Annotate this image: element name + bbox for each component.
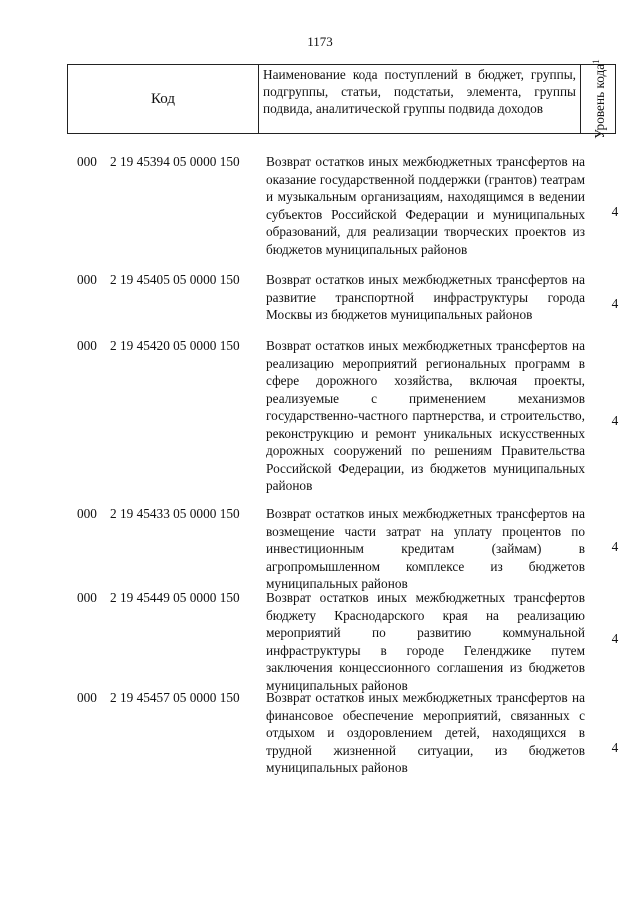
income-code: 2 19 45405 05 0000 150 [110,272,240,287]
table-row [0,505,640,589]
income-name: Возврат остатков иных межбюджетных трансфертов на реализацию мероприятий региональных программ в сфере дорожного хозяйства, включая проекты, реализуемые с применением механизмов государственно-частного партнерства, и строительство, реконструкцию и ремонт уникальных искусственных дорожных сооружений по решениям Правительства Российской Федерации, из бюджетов муниципальных районов [266,338,585,493]
header-level [581,59,615,139]
header-code: Код [68,65,259,133]
admin-code: 000 [77,154,97,169]
header-level-text [589,59,607,138]
table-body [0,153,640,807]
code-level: 4 [611,296,619,311]
income-name: Возврат остатков иных межбюджетных трансфертов на развитие транспортной инфраструктуры города Москвы из бюджетов муниципальных районов [266,272,585,322]
table-row [0,271,640,337]
income-code: 2 19 45457 05 0000 150 [110,690,240,705]
income-code: 2 19 45420 05 0000 150 [110,338,240,353]
table-row [0,589,640,693]
admin-code: 000 [77,338,97,353]
table-header [67,59,616,139]
income-name: Возврат остатков иных межбюджетных трансфертов бюджету Краснодарского края на реализацию мероприятий по развитию коммунальной инфраструктуры в городе Геленджике путем заключения концессионного соглашения из бюджетов муниципальных районов [266,590,585,693]
income-name: Возврат остатков иных межбюджетных трансфертов на оказание государственной поддержки (грантов) театрам и музыкальным организациям, находящимся в ведении субъектов Российской Федерации и муниципальных образований, для реализации творческих проектов из бюджетов муниципальных районов [266,154,585,257]
header-level-footnote: 1 [590,59,601,64]
code-level: 4 [611,413,619,428]
income-name: Возврат остатков иных межбюджетных трансфертов на финансовое обеспечение мероприятий, связанных с отдыхом и оздоровлением детей, находящихся в трудной жизненной ситуации, из бюджетов муниципальных районов [266,690,585,775]
header-name: Наименование кода поступлений в бюджет, группы, подгруппы, статьи, подстатьи, элемента, группы подвида, аналитической группы подвида доходов [259,65,581,133]
code-level: 4 [611,631,619,646]
header-level-label: Уровень кода [592,63,608,139]
income-code: 2 19 45394 05 0000 150 [110,154,240,169]
page-number: 1173 [307,34,333,49]
income-name: Возврат остатков иных межбюджетных трансфертов на возмещение части затрат на уплату процентов по инвестиционным кредитам (займам) в агропромышленном комплексе из бюджетов муниципальных районов [266,506,585,591]
income-code: 2 19 45449 05 0000 150 [110,590,240,605]
code-level: 4 [611,740,619,755]
code-level: 4 [611,539,619,554]
admin-code: 000 [77,590,97,605]
table-row [0,337,640,505]
table-row [0,689,640,807]
table-row [0,153,640,271]
admin-code: 000 [77,690,97,705]
admin-code: 000 [77,506,97,521]
admin-code: 000 [77,272,97,287]
code-level: 4 [611,204,619,219]
income-code: 2 19 45433 05 0000 150 [110,506,240,521]
